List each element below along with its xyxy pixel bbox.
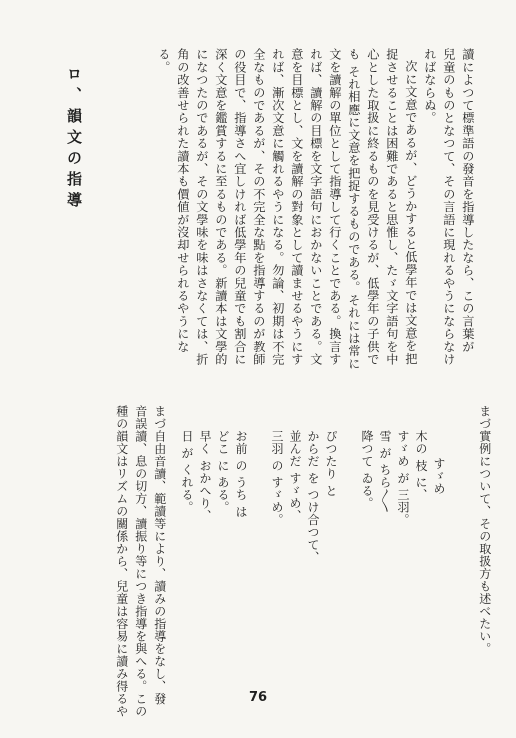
poem-line: 早く おかへり、: [198, 430, 212, 522]
poem-line: からだ を つけ合つて、: [306, 430, 320, 564]
section-heading: ロ、韻文の指導: [65, 66, 83, 213]
page-number: 76: [248, 690, 268, 705]
poem-line: すゞめ が 三羽。: [396, 430, 410, 527]
text-column: る。: [156, 48, 171, 74]
text-column: れば、漸次文意に觸れるやうになる。勿論、初期は不完: [270, 48, 285, 366]
poem-line: お前 の うち は: [234, 430, 248, 518]
text-column: 種の韻文はリズムの關係から、兒童は容易に讀み得るや: [114, 405, 129, 718]
poem-line: どこ に ある。: [216, 430, 230, 514]
text-column: 讀によつて標準語の發音を指導したなら、この言葉が: [460, 48, 475, 353]
text-column: 深く文意を鑑賞するに至るものである。新讀本は文學的: [213, 48, 228, 366]
text-column: 兒童のものとなつて、その言語に現れるやうにならなけ: [441, 48, 456, 366]
text-column: の役目で、指導さへ宜しければ低學年の兒童でも割合に: [232, 48, 247, 366]
poem-line: 雪 が ちら〳〵: [378, 430, 392, 514]
text-column: 捉させることは困難であると思惟し、たゞ文字語句を中: [384, 48, 399, 366]
text-column: 心とした取扱に終るものを見受けるが、低學年の子供で: [365, 48, 380, 366]
text-column: れば、讀解の目標を文字語句におかないことである。文: [308, 48, 323, 366]
poem-line: 並んだ すゞめ、: [288, 430, 302, 522]
text-column: 次に文意であるが、どうかすると低學年では文意を把: [403, 60, 418, 365]
text-column: ればならぬ。: [422, 48, 437, 125]
poem-line: 木の 枝 に、: [414, 430, 428, 502]
poem-line: 日 が くれる。: [180, 430, 194, 514]
left-intro: まづ實例について、その取扱方も述べたい。: [477, 405, 492, 655]
text-column: 音誤讀、息の切方、讀振り等につき指導を與へる。この: [133, 405, 148, 718]
text-column: 角の改善せられた讀本も價値が沒却せられるやうにな: [175, 48, 190, 353]
poem-line: 三羽 の すゞめ。: [270, 430, 284, 527]
poem-line: 降つて ゐる。: [360, 430, 374, 510]
poem-line: ぴつたり と: [324, 430, 338, 497]
text-column: まづ自由音讀、範讀等により、讀みの指導をなし、發: [152, 405, 167, 705]
text-column: 文を讀解の單位として指導して行くことである。換言す: [327, 48, 342, 366]
text-column: 全なものであるが、その不完全な點を指導するのが教師: [251, 48, 266, 366]
poem-line: すゞめ: [432, 445, 446, 495]
text-column: も それ相應に文意を把捉するものである。それには常に: [346, 48, 361, 370]
text-column: になつたのであるが、その文學味を味はさなくては、折: [194, 48, 209, 366]
text-column: 意を目標とし、文を讀解の對象として讀ませるやうにす: [289, 48, 304, 366]
